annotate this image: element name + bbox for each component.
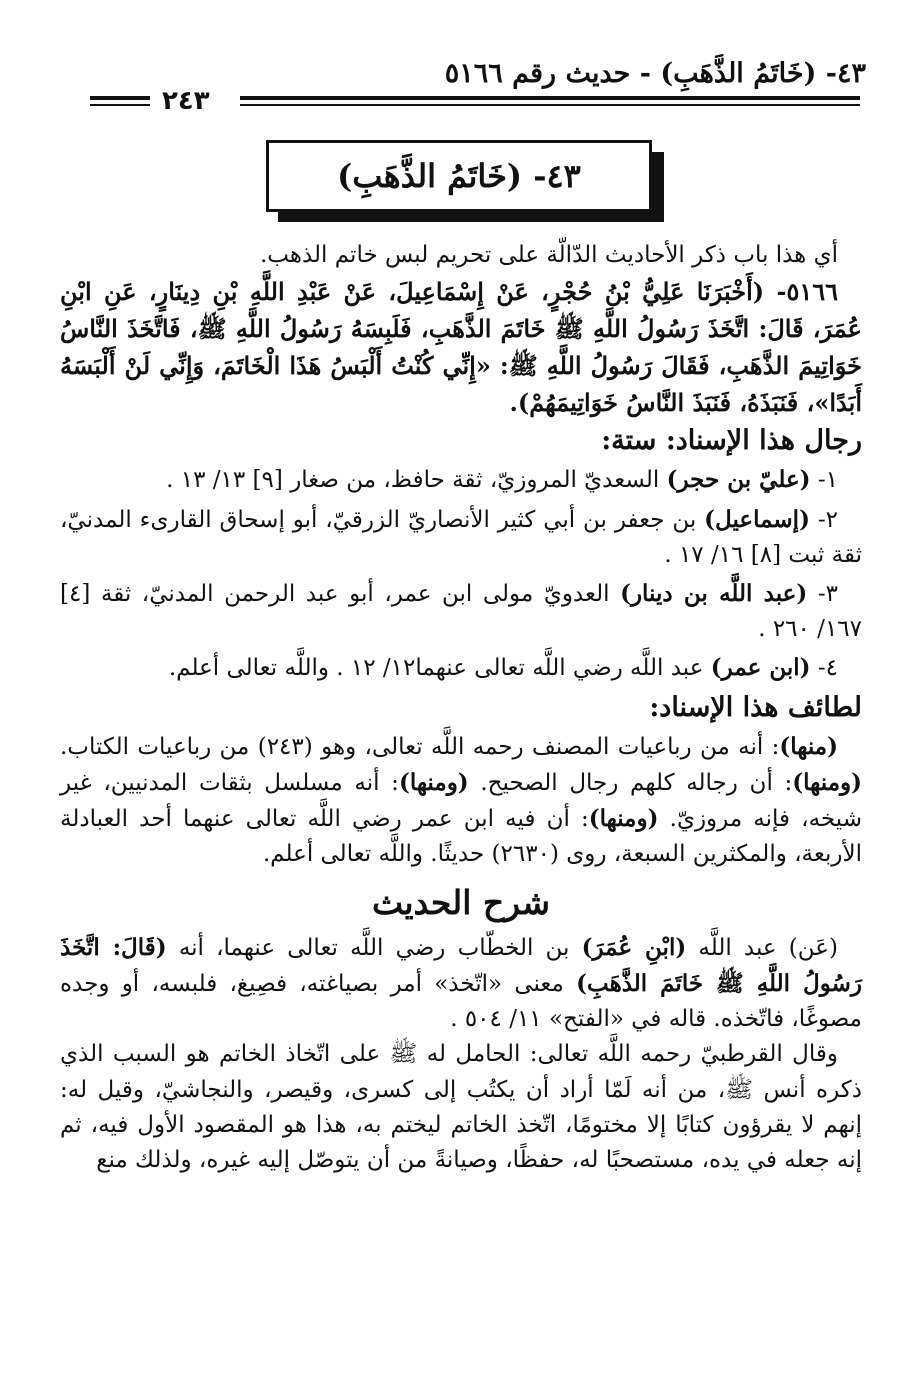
hadith-text: ٥١٦٦- (أَخْبَرَنَا عَلِيُّ بْنُ حُجْرٍ، عَنْ إِسْمَاعِيلَ، عَنْ عَبْدِ اللَّهِ بْنِ دِينَارٍ، عَنِ ابْنِ عُمَرَ، قَالَ: اتَّخَذَ رَسُولُ اللَّهِ ﷺ خَاتَمَ الذَّهَبِ، فَلَبِسَهُ رَسُولُ اللَّهِ ﷺ، فَاتَّخَذَ النَّاسُ خَوَاتِيمَ الذَّهَبِ، فَقَالَ رَسُولُ اللَّهِ ﷺ: «إِنِّي كُنْتُ أَلْبَسُ هَذَا الْخَاتَمَ، وَإِنِّي لَنْ أَلْبَسَهُ أَبَدًا»، فَنَبَذَهُ، فَنَبَذَ النَّاسُ خَوَاتِيمَهُمْ). [60, 277, 862, 418]
lataif-paragraph [60, 729, 862, 873]
chapter-title-box [266, 140, 652, 212]
narrator-name: (إسماعيل) [704, 505, 810, 533]
lataif-text: : أنه مسلسل بثقات المدنيين، غير شيخه، فإنه مروزيّ. [60, 770, 862, 833]
lataif-text: : أن فيه ابن عمر رضي اللَّه تعالى عنهما أحد العبادلة الأربعة، والمكثرين السبعة، روى (٢٦٣٠) حديثًا. واللَّه تعالى أعلم. [60, 806, 862, 868]
sharh-text: (عَن) عبد اللَّه [686, 934, 838, 961]
narrator-description: بن جعفر بن أبي كثير الأنصاريّ الزرقيّ، أبو إسحاق القارىء المدنيّ، ثقة ثبت [٨] ١٦/ ١٧ . [60, 506, 862, 568]
header-double-rule-short [90, 96, 150, 106]
narrator-item [60, 502, 862, 573]
narrator-number: ٣- [807, 581, 838, 608]
narrator-number: ١- [810, 467, 838, 494]
narrator-item [60, 576, 862, 647]
lataif-text: : أن رجاله كلهم رجال الصحيح. [468, 770, 793, 797]
narrator-description: السعديّ المروزيّ، ثقة حافظ، من صغار [٩] ١٣/ ١٣ . [166, 467, 667, 494]
lataif-marker: (منها) [779, 732, 838, 760]
lataif-marker: (ومنها) [588, 805, 659, 833]
narrator-item [60, 462, 862, 498]
narrator-number: ٢- [809, 506, 838, 533]
header-double-rule [240, 96, 860, 106]
narrator-description: عبد اللَّه رضي اللَّه تعالى عنهما١٢/ ١٢ . واللَّه تعالى أعلم. [168, 655, 711, 682]
chapter-title: ٤٣- (خَاتَمُ الذَّهَبِ) [337, 157, 581, 195]
narrator-name: (عبد اللَّه بن دينار) [620, 580, 808, 608]
sharh-quote: (ابْنِ عُمَرَ) [581, 933, 687, 961]
sharh-paragraph [60, 930, 862, 1038]
narrator-name: (عليّ بن حجر) [666, 466, 811, 494]
lataif-text: : أنه من رباعيات المصنف رحمه اللَّه تعالى، وهو (٢٤٣) من رباعيات الكتاب. [60, 733, 780, 760]
narrator-item [60, 650, 862, 686]
rijal-heading: رجال هذا الإسناد: ستة: [601, 425, 862, 457]
page-body [60, 238, 862, 1178]
sharh-paragraph: وقال القرطبيّ رحمه اللَّه تعالى: الحامل له ﷺ على اتّخاذ الخاتم هو السبب الذي ذكره أنس ﷺ، من أنه لَمّا أراد أن يكتُب إلى كسرى، وقيصر، والنجاشيّ، وقيل له: إنهم لا يقرؤون كتابًا إلا مختومًا، اتّخذ الخاتم ليختم به، هذا هو المقصود الأول فيه، ثم إنه جعله في يده، مستصحبًا له، حفظًا، وصيانةً من أن يتوصّل إليه غيره، ولذلك منع [60, 1041, 862, 1174]
lataif-heading: لطائف هذا الإسناد: [649, 691, 862, 723]
narrator-description: العدويّ مولى ابن عمر، أبو عبد الرحمن المدنيّ، ثقة [٤] ١٦٧/ ٢٦٠ . [60, 581, 862, 643]
running-head: ٤٣- (خَاتَمُ الذَّهَبِ) - حديث رقم ٥١٦٦ [444, 58, 866, 89]
chapter-intro: أي هذا باب ذكر الأحاديث الدّالّة على تحريم لبس خاتم الذهب. [259, 242, 838, 268]
sharh-title: شرح الحديث [371, 882, 551, 922]
sharh-text: معنى «اتّخذ» أمر بصياغته، فصِيغ، فلبسه، أو وجده مصوغًا، فاتّخذه. قاله في «الفتح» ١١/ ٥٠٤ . [60, 971, 862, 1033]
page-number: ٢٤٣ [162, 86, 210, 116]
sharh-quote: (قَالَ: اتَّخَذَ رَسُولُ اللَّهِ ﷺ خَاتَمَ الذَّهَبِ) [60, 933, 862, 998]
sharh-text: بن الخطّاب رضي اللَّه تعالى عنهما، أنه [166, 934, 582, 961]
narrator-number: ٤- [810, 655, 838, 682]
lataif-marker: (ومنها) [792, 769, 863, 797]
lataif-marker: (ومنها) [398, 769, 469, 797]
narrator-name: (ابن عمر) [710, 654, 811, 682]
